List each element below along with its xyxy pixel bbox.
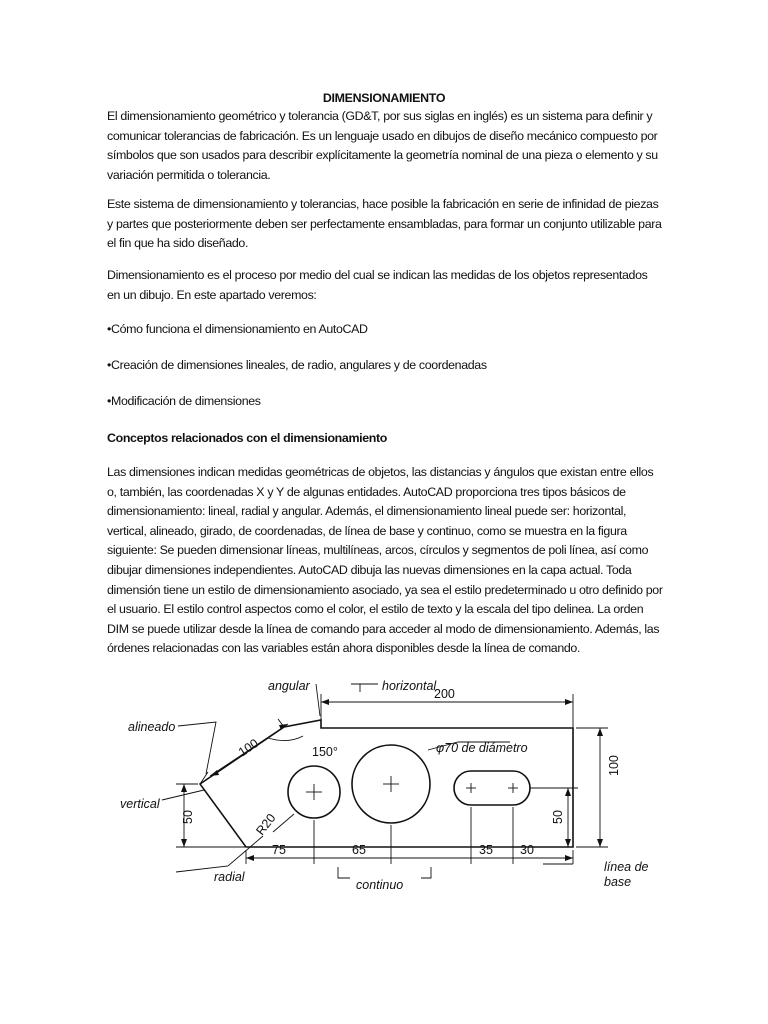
dim-100-aligned: 100 bbox=[235, 736, 261, 760]
dim-30: 30 bbox=[520, 843, 534, 857]
label-base: base bbox=[604, 875, 632, 889]
dimension-drawing bbox=[98, 664, 660, 912]
label-linea-de: línea de bbox=[604, 860, 649, 874]
dim-65: 65 bbox=[352, 843, 366, 857]
bullet-how-it-works: •Cómo funciona el dimensionamiento en AutoCAD bbox=[107, 322, 368, 336]
bullet-modification: •Modificación de dimensiones bbox=[107, 394, 261, 408]
paragraph-serial-fabrication: Este sistema de dimensionamiento y tolerancias, hace posible la fabricación en serie de infinidad de piezas y partes que posteriormente deben ser perfectamente ensambladas, para formar un conjunto utilizable para el fin que ha sido diseñado. bbox=[107, 197, 662, 251]
dim-200: 200 bbox=[434, 687, 455, 701]
label-alineado: alineado bbox=[128, 720, 176, 734]
paragraph-dimensioning-process: Dimensionamiento es el proceso por medio del cual se indican las medidas de los objetos representados en un dibujo. En este apartado veremos: bbox=[107, 268, 648, 302]
dim-angle-150: 150° bbox=[312, 745, 338, 759]
dim-100-vertical: 100 bbox=[607, 755, 621, 776]
section-heading: Conceptos relacionados con el dimensionamiento bbox=[107, 431, 387, 445]
dim-35: 35 bbox=[479, 843, 493, 857]
label-continuo: continuo bbox=[356, 878, 404, 892]
label-diametro: φ70 de diámetro bbox=[436, 741, 528, 755]
label-radial: radial bbox=[214, 870, 245, 884]
bullet-creation: •Creación de dimensiones lineales, de radio, angulares y de coordenadas bbox=[107, 358, 487, 372]
label-angular: angular bbox=[268, 679, 310, 693]
paragraph-concepts: Las dimensiones indican medidas geométricas de objetos, las distancias y ángulos que existan entre ellos o, también, las coordenadas X y Y de algunas entidades. AutoCAD proporciona tres tipos básicos de dimensionamiento: lineal, radial y angular. Además, el dimensionamiento lineal puede ser: horizontal, vertical, alineado, girado, de coordenadas, de línea de base y continuo, como se muestra en la figura siguiente: Se pueden dimensionar líneas, multilíneas, arcos, círculos y segmentos de poli línea, así como dibujar dimensiones independientes. AutoCAD dibuja las nuevas dimensiones en la capa actual. Toda dimensión tiene un estilo de dimensionamiento asociado, ya sea el estilo predeterminado u otro definido por el usuario. El estilo control aspectos como el color, el estilo de texto y la escala del tipo delinea. La orden DIM se puede utilizar desde la línea de comando para acceder al modo de dimensionamiento. Además, las órdenes relacionadas con las variables están ahora disponibles desde la línea de comando. bbox=[107, 465, 663, 656]
label-horizontal: horizontal bbox=[382, 679, 437, 693]
dim-50-left: 50 bbox=[181, 810, 195, 824]
slot bbox=[454, 771, 530, 805]
dim-50-right: 50 bbox=[551, 810, 565, 824]
dim-r20: R20 bbox=[253, 811, 279, 838]
paragraph-gdt-definition: El dimensionamiento geométrico y tolerancia (GD&T, por sus siglas en inglés) es un sistema para definir y comunicar tolerancias de fabricación. Es un lenguaje usado en dibujos de diseño mecánico compuesto por símbolos que son usados para describir explícitamente la geometría nominal de una pieza o elemento y su variación permitida o tolerancia. bbox=[107, 109, 658, 182]
dim-75: 75 bbox=[272, 843, 286, 857]
dimensioning-figure bbox=[98, 664, 660, 912]
label-vertical: vertical bbox=[120, 797, 160, 811]
page-title: DIMENSIONAMIENTO bbox=[322, 91, 446, 105]
